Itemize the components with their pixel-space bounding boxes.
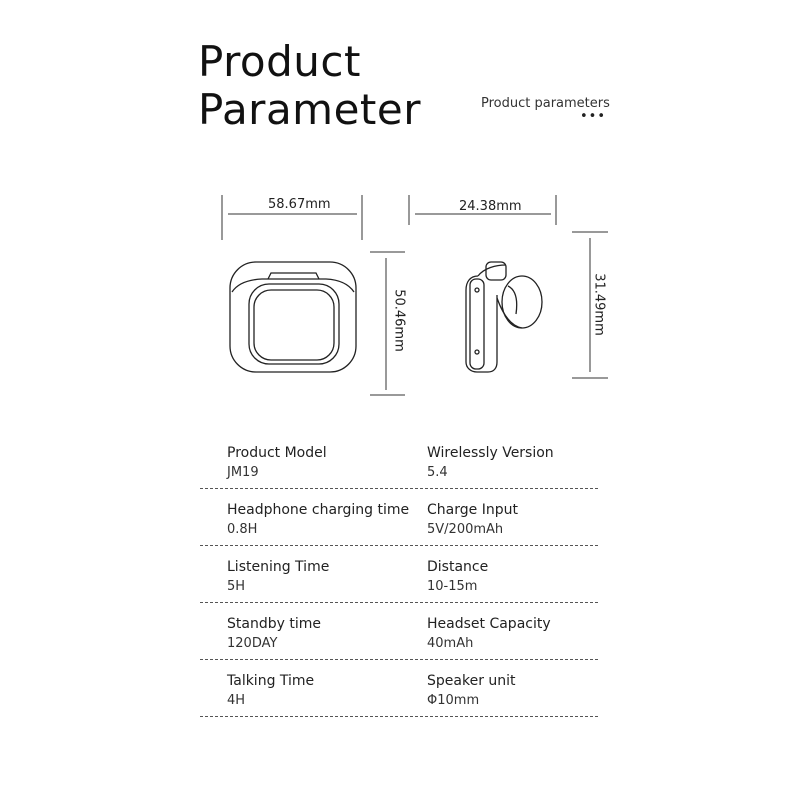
- spec-value: 40mAh: [427, 636, 474, 651]
- spec-label: Standby time: [227, 616, 321, 632]
- spec-cell: [227, 615, 321, 653]
- spec-row: [200, 432, 598, 489]
- spec-label: Headphone charging time: [227, 502, 410, 518]
- spec-cell: [427, 615, 551, 653]
- spec-value: 5.4: [427, 465, 448, 480]
- spec-cell: [227, 558, 329, 596]
- spec-value: 0.8H: [227, 522, 258, 537]
- spec-label: Headset Capacity: [427, 616, 551, 632]
- spec-value: 10-15m: [427, 579, 478, 594]
- spec-cell: [427, 558, 488, 596]
- spec-row: [200, 489, 598, 546]
- spec-row: [200, 546, 598, 603]
- spec-value: JM19: [227, 465, 259, 480]
- spec-value: 120DAY: [227, 636, 278, 651]
- spec-cell: [227, 672, 314, 710]
- spec-row: [200, 660, 598, 717]
- earbud-width-label: 24.38mm: [459, 199, 522, 214]
- case-height-label: 50.46mm: [391, 289, 407, 352]
- spec-cell: [427, 672, 516, 710]
- spec-label: Listening Time: [227, 559, 330, 575]
- spec-cell: [227, 444, 327, 482]
- dots-ornament: •••: [580, 109, 607, 124]
- earbud-height-label: 31.49mm: [591, 273, 607, 336]
- spec-value: 4H: [227, 693, 246, 708]
- earbud-drawing: [466, 262, 542, 372]
- case-width-label: 58.67mm: [268, 197, 331, 212]
- subtitle: Product parameters: [481, 96, 610, 111]
- spec-row: [200, 603, 598, 660]
- spec-label: Product Model: [227, 445, 327, 461]
- spec-label: Wirelessly Version: [427, 445, 554, 461]
- spec-value: Φ10mm: [427, 693, 480, 708]
- spec-cell: [427, 444, 554, 482]
- spec-value: 5V/200mAh: [427, 522, 504, 537]
- spec-label: Charge Input: [427, 502, 518, 518]
- spec-cell: [227, 501, 409, 539]
- spec-cell: [427, 501, 518, 539]
- title-line-1: Product: [198, 37, 361, 86]
- spec-value: 5H: [227, 579, 246, 594]
- spec-label: Distance: [427, 559, 489, 575]
- title-line-2: Parameter: [198, 85, 422, 134]
- spec-table: [200, 432, 598, 717]
- spec-label: Talking Time: [227, 673, 315, 689]
- spec-label: Speaker unit: [427, 673, 516, 689]
- charging-case-drawing: [230, 262, 356, 372]
